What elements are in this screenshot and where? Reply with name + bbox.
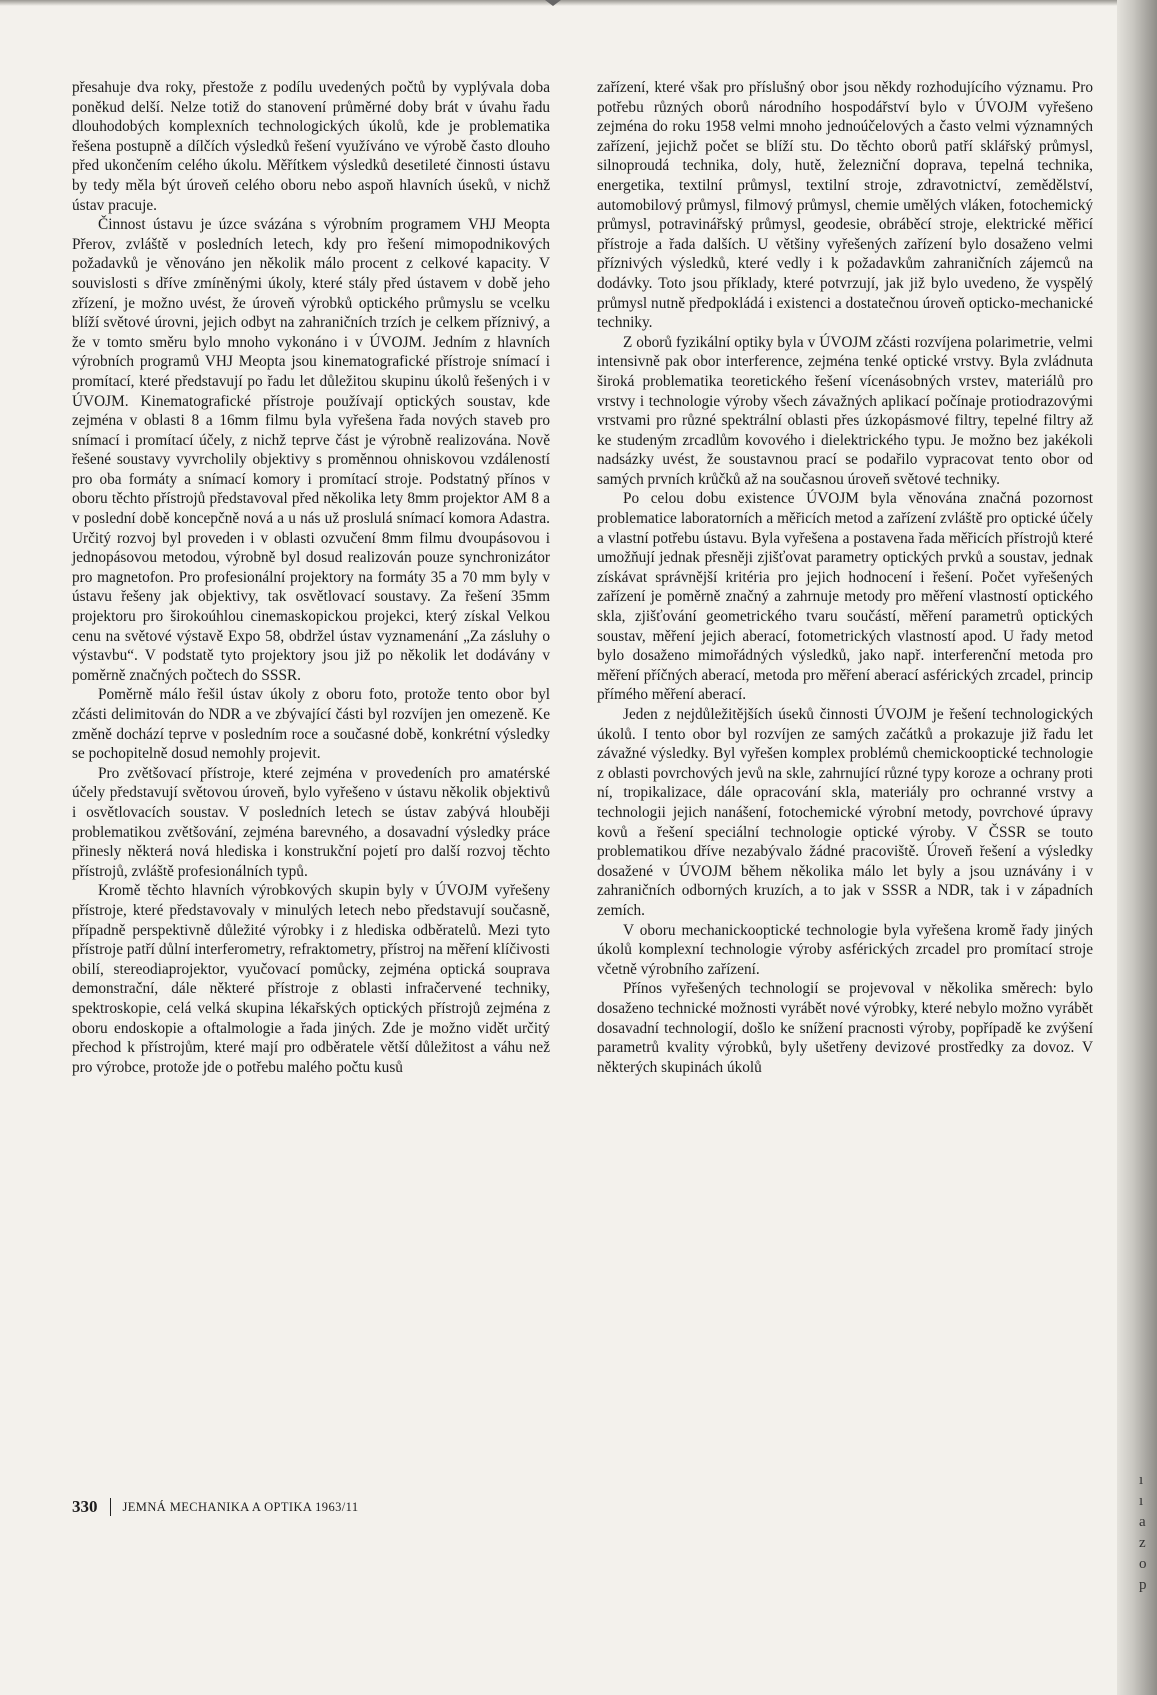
page-number: 330 xyxy=(72,1497,98,1516)
bleed-letter: a xyxy=(1139,1514,1146,1530)
paragraph-left-2: Činnost ústavu je úzce svázána s výrobním programem VHJ Meopta Přerov, zvláště v posledních letech, kdy pro řešení mimopodnikových požadavků je věnováno jen několik málo procent z celkové kapacity. V souvislosti s dříve zmíněnými úkoly, které stály před ústavem v době jeho zřízení, je možno uvést, že úroveň výrobků optického průmyslu se vcelku blíží světové úrovni, jejich odbyt na zahraničních trzích je celkem příznivý, a že v tomto směru bylo mnoho vykonáno i v ÚVOJM. Jedním z hlavních výrobních programů VHJ Meopta jsou kinematografické přístroje snímací i promítací, které představují po řadu let důležitou skupinu úkolů řešených i v ÚVOJM. Kinematografické přístroje používají optických soustav, kde zejména v oblasti 8 a 16mm filmu byla vyřešena řada nových staveb pro snímací i promítací účely, z nichž teprve část je výrobně realizována. Nově řešené soustavy vyvrcholily objektivy s proměnnou ohniskovou vzdáleností pro oba formáty a snímací komory i promítací stroje. Podstatný přínos v oboru těchto přístrojů představoval před několika lety 8mm projektor AM 8 a v poslední době koncepčně nová a u nás už proslulá snímací komora Adastra. Určitý rozvoj byl proveden i v oblasti ozvučení 8mm filmu dvoupásovou i jednopásovou metodou, výrobně byl dosud realizován pouze synchronizátor pro magnetofon. Pro profesionální projektory na formáty 35 a 70 mm byly v ústavu řešeny jak objektivy, tak osvětlovací soustavy. Za řešení 35mm projektoru pro širokoúhlou cinemaskopickou projekci, který získal Velkou cenu na světové výstavě Expo 58, obdržel ústav vyznamenání „Za zásluhy o výstavbu“. V podstatě tyto projektory jsou již po několik let dodávány v poměrně značných počtech do SSSR. xyxy=(72,216,550,684)
bleed-letter: ı xyxy=(1139,1493,1144,1509)
paragraph-right-5: V oboru mechanickooptické technologie byla vyřešena kromě řady jiných úkolů komplexní technologie výroby asférických zrcadel pro promítací stroje včetně výrobního zařízení. xyxy=(597,921,1093,978)
paragraph-left-4: Pro zvětšovací přístroje, které zejména v provedeních pro amatérské účely představují světovou úroveň, bylo vyřešeno v ústavu několik objektivů i osvětlovacích soustav. V posledních letech se ústav zabývá hlouběji problematikou zvětšování, zejména barevného, a dosavadní výsledky práce přinesly některá nová hlediska i konstrukční pojetí pro další rozvoj těchto přístrojů, zvláště profesionálních typů. xyxy=(72,764,550,880)
paragraph-right-4: Jeden z nejdůležitějších úseků činnosti ÚVOJM je řešení technologických úkolů. I tento obor byl rozvíjen ze samých začátků a prokazuje již řadu let závažné výsledky. Byl vyřešen komplex problémů chemickooptické technologie z oblasti povrchových jevů na skle, zahrnující různé typy koroze a ochrany proti ní, tropikalizace, dále opracování skla, materiály pro ochranné vrstvy a technologii jejich nanášení, fotochemické výrobní metody, povrchové úpravy kovů a řešení speciální technologie optické výroby. V ČSSR se touto problematikou dříve nezabývalo žádné pracoviště. Úroveň řešení a výsledky dosažené v ÚVOJM během několika málo let byly a jsou uznávány i v zahraničních odborných kruzích, a to jak v SSSR a NDR, tak i v západních zemích. xyxy=(597,706,1093,919)
bleed-letter: z xyxy=(1139,1535,1146,1551)
paragraph-right-3: Po celou dobu existence ÚVOJM byla věnována značná pozornost problematice laboratorních a měřicích metod a zařízení zvláště pro optické účely a vlastní potřebu ústavu. Byla vyřešena a postavena řada měřicích přístrojů které umožňují jednak přesněji zjišťovat parametry optických prvků a soustav, jednak získávat správnější kritéria pro jejich hodnocení i řešení. Počet vyřešených zařízení je poměrně značný a zahrnuje metody pro měření vlastností optického skla, zjišťování geometrického tvaru součástí, měření parametrů optických soustav, měření jejich aberací, fotometrických vlastností apod. U řady metod bylo dosaženo mimořádných výsledků, jako např. interferenční metoda pro měření příčných aberací, metoda pro měření aberací asférických zrcadel, princip přímého měření aberací. xyxy=(597,490,1093,704)
bleed-letter: o xyxy=(1139,1556,1147,1572)
right-column xyxy=(597,78,1093,1077)
paragraph-left-5: Kromě těchto hlavních výrobkových skupin byly v ÚVOJM vyřešeny přístroje, které představovaly v minulých letech nebo představují současně, případně perspektivně důležité výrobky i z hlediska odběratelů. Mezi tyto přístroje patří důlní interferometry, refraktometry, přístroj na měření klíčivosti obilí, stereodiaprojektor, vyučovací pomůcky, zejména optická souprava demonstrační, dále některé přístroje z oblasti infračervené techniky, spektroskopie, celá velká skupina lékařských optických přístrojů zejména z oboru endoskopie a oftalmologie a řada jiných. Zde je možno vidět určitý přechod k přístrojům, které mají pro odběratele větší důležitost a váhu než pro výrobce, protože jde o potřebu malého počtu kusů xyxy=(72,882,550,1076)
paragraph-right-6: Přínos vyřešených technologií se projevoval v několika směrech: bylo dosaženo technické možnosti vyrábět nové výrobky, které nebylo možno vyrábět dosavadní technologií, došlo ke snížení pracnosti výroby, popřípadě ke zvýšení parametrů kvality výrobků, byly ušetřeny devizové prostředky za dovoz. V některých skupinách úkolů xyxy=(597,980,1093,1076)
bleed-letter: p xyxy=(1139,1577,1147,1593)
page-top-edge xyxy=(0,0,1157,6)
page-gutter-shadow xyxy=(1117,0,1157,1695)
paragraph-left-1: přesahuje dva roky, přestože z podílu uvedených počtů by vyplývala doba poněkud delší. Nelze totiž do stanovení průměrné doby brát v úvahu řadu dlouhodobých komplexních technologických úkolů, kde je problematika řešena postupně a dílčích výsledků řešení využíváno ve výrobě často dlouho před ukončením celého úkolu. Měřítkem výsledků desetileté činnosti ústavu by tedy měla být úroveň celého oboru nebo aspoň hlavních úseků, v nichž ústav pracuje. xyxy=(72,79,550,214)
bleed-letter: ı xyxy=(1139,1472,1144,1488)
paragraph-right-2: Z oborů fyzikální optiky byla v ÚVOJM zčásti rozvíjena polarimetrie, velmi intensivně pak obor interference, zejména tenké optické vrstvy. Byla zvládnuta široká problematika teoretického řešení vícenásobných vrstev, materiálů pro vrstvy i technologie výroby všech závažných aplikací počínaje protiodrazovými vrstvami pro různé spektrální oblasti přes úzkopásmové filtry, tepelné filtry až ke studeným zrcadlům kovového i dielektrického typu. Je možno bez jakékoli nadsázky uvést, že soustavnou prací se podařilo vypracovat tento obor od samých prvních krůčků až na současnou úroveň světové techniky. xyxy=(597,333,1093,488)
top-notch-mark xyxy=(545,0,561,6)
paragraph-left-3: Poměrně málo řešil ústav úkoly z oboru foto, protože tento obor byl zčásti delimitován do NDR a ve zbývající části byl rozvíjen jen omezeně. Ke změně dochází teprve v posledním roce a současné době, konkrétní výsledky se pochopitelně dosud nemohly projevit. xyxy=(72,686,550,763)
paragraph-right-1: zařízení, které však pro příslušný obor jsou někdy rozhodujícího významu. Pro potřebu různých oborů národního hospodářství bylo v ÚVOJM vyřešeno zejména do roku 1958 velmi mnoho jednoúčelových a často velmi významných zařízení, jejichž počet se blíží stu. Do těchto oborů patří sklářský průmysl, silnoproudá technika, doly, hutě, železniční doprava, tepelná technika, energetika, textilní průmysl, textilní stroje, zdravotnictví, zemědělství, automobilový průmysl, filmový průmysl, chemie umělých vláken, fotochemický průmysl, potravinářský průmysl, geodesie, obráběcí stroje, elektrické měřicí přístroje a řada dalších. U většiny vyřešených zařízení bylo dosaženo velmi příznivých výsledků, které vedly i k požadavkům zahraničních zájemců na dodávky. Toto jsou příklady, které potvrzují, jak již bylo uvedeno, že vyspělý průmysl nutně předpokládá i existenci a dostatečnou úroveň opticko-mechanické techniky. xyxy=(597,79,1093,332)
journal-title: JEMNÁ MECHANIKA A OPTIKA 1963/11 xyxy=(122,1499,359,1514)
left-column xyxy=(72,78,550,1077)
page-footer xyxy=(72,1497,358,1517)
footer-separator xyxy=(110,1498,111,1516)
next-page-bleed-letters xyxy=(1139,1470,1153,1596)
